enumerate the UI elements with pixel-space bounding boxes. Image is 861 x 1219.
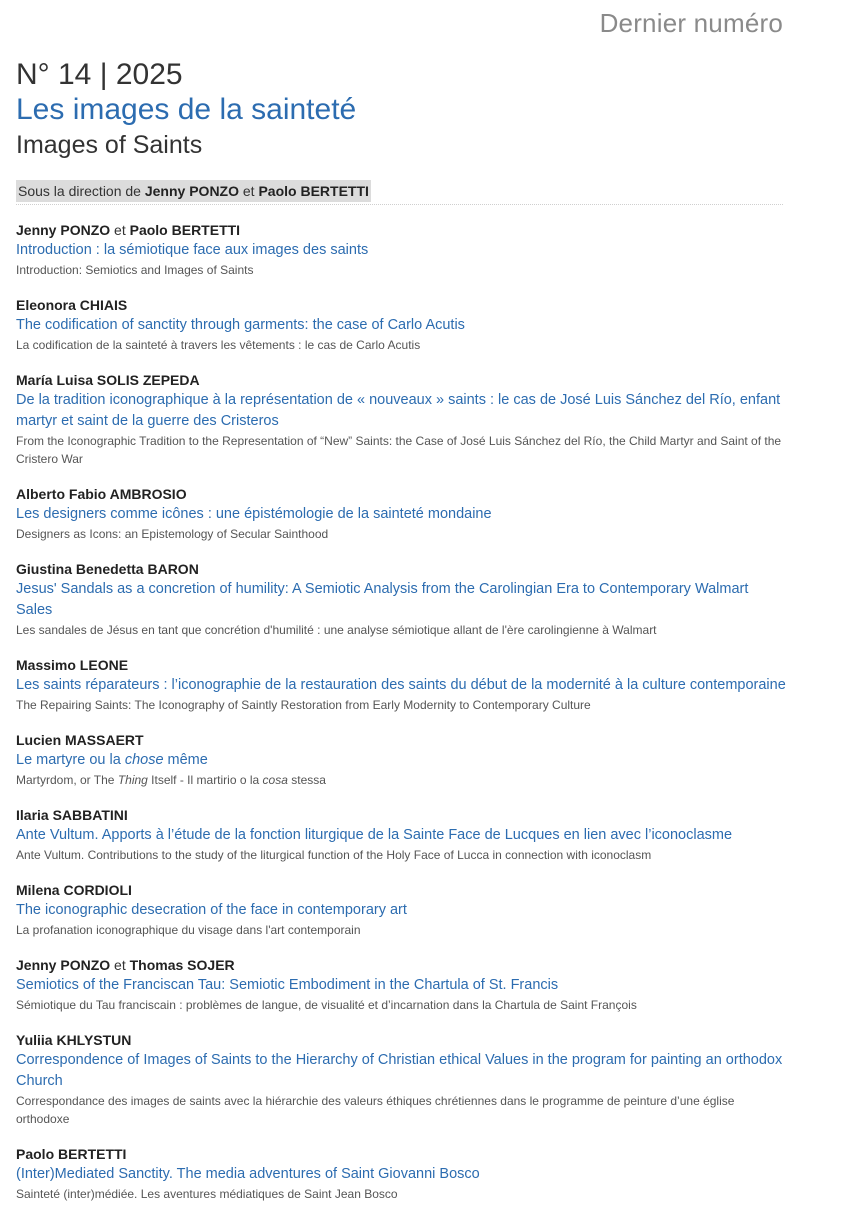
article-title-link[interactable]: (Inter)Mediated Sanctity. The media adventures of Saint Giovanni Bosco — [16, 1166, 480, 1182]
article-alt-title: La codification de la sainteté à travers les vêtements : le cas de Carlo Acutis — [16, 338, 421, 352]
article-title-link[interactable]: Jesus' Sandals as a concretion of humility: A Semiotic Analysis from the Carolingian Era to Contemporary Walmart Sales — [16, 581, 749, 618]
author-name[interactable]: Milena CORDIOLI — [16, 882, 132, 898]
article-alt-title: Ante Vultum. Contributions to the study of the liturgical function of the Holy Face of Lucca in connection with iconoclasm — [16, 848, 652, 862]
article-authors — [16, 295, 786, 315]
title-text: même — [163, 752, 208, 768]
author-name[interactable]: Lucien MASSAERT — [16, 732, 144, 748]
article-alt-title: Sainteté (inter)médiée. Les aventures médiatiques de Saint Jean Bosco — [16, 1187, 398, 1201]
article-authors — [16, 484, 786, 504]
divider — [16, 204, 783, 205]
article-item — [16, 295, 786, 354]
issue-title-english: Images of Saints — [16, 131, 203, 159]
article-alt-title: From the Iconographic Tradition to the Representation of “New” Saints: the Case of José Luis Sánchez del Río, the Child Martyr and Saint of the Cristero War — [16, 434, 782, 466]
article-title-link[interactable]: The codification of sanctity through garments: the case of Carlo Acutis — [16, 317, 465, 333]
author-conjunction: et — [114, 957, 126, 973]
article-item — [16, 484, 786, 543]
article-item — [16, 1144, 786, 1203]
author-name[interactable]: Ilaria SABBATINI — [16, 807, 128, 823]
title-emphasis: chose — [124, 752, 164, 768]
article-title-link[interactable]: Ante Vultum. Apports à l’étude de la fonction liturgique de la Sainte Face de Lucques en lien avec l’iconoclasme — [16, 827, 733, 843]
article-title-link[interactable]: De la tradition iconographique à la représentation de « nouveaux » saints : le cas de José Luis Sánchez del Río, enfant martyr et saint de la guerre des Cristeros — [16, 392, 781, 429]
issue-direction — [16, 180, 371, 202]
author-name[interactable]: Jenny PONZO — [16, 957, 111, 973]
author-name[interactable]: Yuliia KHLYSTUN — [16, 1032, 132, 1048]
issue-header — [16, 58, 786, 202]
article-title-link[interactable]: Introduction : la sémiotique face aux images des saints — [16, 242, 369, 258]
article-authors — [16, 1144, 786, 1164]
article-authors — [16, 559, 786, 579]
alt-title-text: Martyrdom, or The — [16, 773, 118, 787]
author-name[interactable]: Giustina Benedetta BARON — [16, 561, 199, 577]
article-list — [16, 220, 786, 1219]
author-name[interactable]: Thomas SOJER — [129, 957, 235, 973]
section-heading: Dernier numéro — [599, 8, 783, 38]
author-name[interactable]: Paolo BERTETTI — [16, 1146, 127, 1162]
article-authors — [16, 655, 786, 675]
author-name[interactable]: Jenny PONZO — [16, 222, 111, 238]
article-item — [16, 220, 786, 279]
issue-title-french[interactable]: Les images de la sainteté — [16, 93, 357, 126]
issue-number: N° 14 | 2025 — [16, 58, 183, 91]
article-alt-title: Designers as Icons: an Epistemology of Secular Sainthood — [16, 527, 329, 541]
direction-prefix: Sous la direction de — [18, 183, 141, 199]
alt-title-emphasis: cosa — [262, 773, 288, 787]
article-authors — [16, 880, 786, 900]
editor-name: Jenny PONZO — [144, 183, 239, 199]
article-title-link[interactable] — [16, 750, 786, 771]
article-alt-title: Introduction: Semiotics and Images of Saints — [16, 263, 254, 277]
article-title-link[interactable]: Correspondence of Images of Saints to the Hierarchy of Christian ethical Values in the program for painting an orthodox Church — [16, 1052, 783, 1089]
direction-conjunction: et — [242, 183, 255, 199]
author-name[interactable]: Massimo LEONE — [16, 657, 129, 673]
author-name[interactable]: Alberto Fabio AMBROSIO — [16, 486, 187, 502]
article-title-link[interactable]: Les designers comme icônes : une épistémologie de la sainteté mondaine — [16, 506, 492, 522]
article-title-link[interactable]: Semiotics of the Franciscan Tau: Semiotic Embodiment in the Chartula of St. Francis — [16, 977, 559, 993]
alt-title-text: stessa — [287, 773, 326, 787]
article-item — [16, 655, 786, 714]
author-name[interactable]: María Luisa SOLIS ZEPEDA — [16, 372, 200, 388]
author-name[interactable]: Paolo BERTETTI — [129, 222, 241, 238]
alt-title-text: Itself - Il martirio o la — [147, 773, 263, 787]
article-title-link[interactable]: The iconographic desecration of the face in contemporary art — [16, 902, 407, 918]
article-authors — [16, 730, 786, 750]
article-alt-title: Sémiotique du Tau franciscain : problèmes de langue, de visualité et d’incarnation dans la Chartula de Saint François — [16, 998, 637, 1012]
article-authors — [16, 220, 786, 240]
alt-title-emphasis: Thing — [117, 773, 148, 787]
article-item — [16, 880, 786, 939]
author-name[interactable]: Eleonora CHIAIS — [16, 297, 128, 313]
article-title-link[interactable]: Les saints réparateurs : l’iconographie de la restauration des saints du début de la modernité à la culture contemporaine — [16, 677, 786, 693]
article-item — [16, 559, 786, 639]
article-alt-title: The Repairing Saints: The Iconography of Saintly Restoration from Early Modernity to Contemporary Culture — [16, 698, 591, 712]
article-alt-title: La profanation iconographique du visage dans l'art contemporain — [16, 923, 361, 937]
article-item — [16, 955, 786, 1014]
article-item — [16, 730, 786, 789]
article-item — [16, 1030, 786, 1128]
article-authors — [16, 1030, 786, 1050]
article-alt-title — [16, 771, 786, 789]
article-alt-title: Correspondance des images de saints avec la hiérarchie des valeurs éthiques chrétiennes dans le programme de peinture d’une église orthodoxe — [16, 1094, 735, 1126]
article-authors — [16, 805, 786, 825]
article-alt-title: Les sandales de Jésus en tant que concrétion d'humilité : une analyse sémiotique allant de l'ère carolingienne à Walmart — [16, 623, 657, 637]
author-conjunction: et — [114, 222, 126, 238]
article-item — [16, 370, 786, 468]
title-text: Le martyre ou la — [16, 752, 125, 768]
article-authors — [16, 955, 786, 975]
article-item — [16, 805, 786, 864]
article-authors — [16, 370, 786, 390]
editor-name: Paolo BERTETTI — [258, 183, 369, 199]
